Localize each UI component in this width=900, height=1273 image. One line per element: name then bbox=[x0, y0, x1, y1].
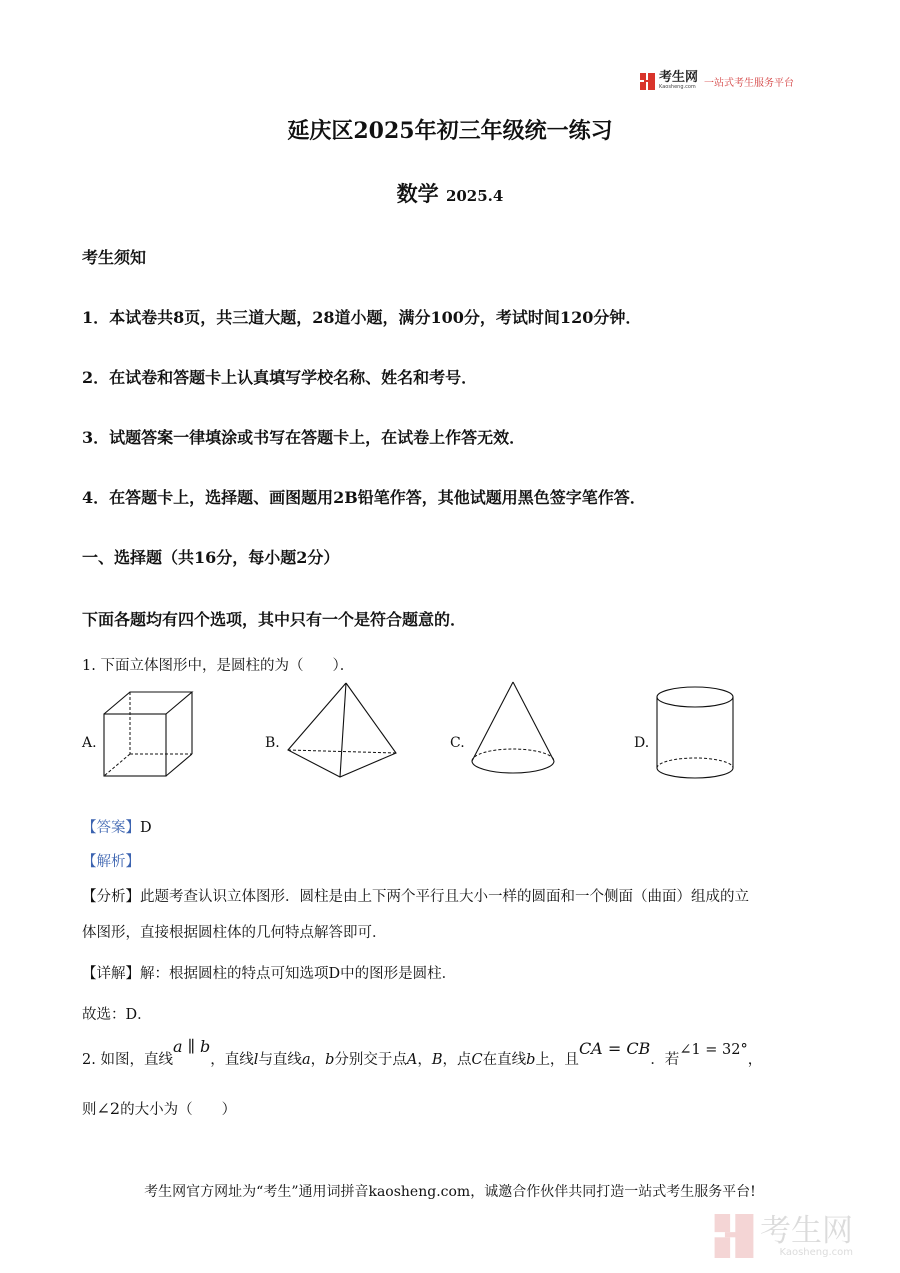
watermark-text bbox=[760, 1212, 853, 1258]
fenxi-label: 【分析】 bbox=[82, 889, 140, 905]
watermark-logo-icon bbox=[714, 1214, 754, 1258]
watermark bbox=[714, 1214, 853, 1258]
q1-fenxi-line1 bbox=[82, 885, 749, 906]
q2-text: 如图，直线 bbox=[100, 1052, 173, 1068]
exam-title: 延庆区2025年初三年级统一练习 bbox=[287, 118, 613, 144]
q2-var-b: b bbox=[325, 1052, 335, 1068]
q2-text: 在直线 bbox=[482, 1052, 527, 1068]
q2-stem-line2 bbox=[82, 1098, 236, 1119]
subject-date: 2025.4 bbox=[445, 187, 504, 205]
subject-name: 数学 bbox=[396, 181, 439, 206]
q2-number: 2. bbox=[82, 1052, 96, 1068]
section-instruction: 下面各题均有四个选项，其中只有一个是符合题意的． bbox=[82, 610, 467, 629]
q1-answer bbox=[82, 816, 152, 837]
q2-var-a: a bbox=[301, 1052, 311, 1068]
section-heading: 一、选择题（共16分，每小题2分） bbox=[82, 548, 340, 567]
q2-angle1-expr: ∠1 = 32° bbox=[679, 1042, 748, 1058]
q2-text: ， bbox=[310, 1052, 326, 1068]
q2-point-a: A bbox=[406, 1052, 418, 1068]
exam-subject bbox=[0, 178, 900, 208]
q1-detail bbox=[82, 962, 456, 983]
q2-var-l: l bbox=[253, 1052, 259, 1068]
cone-figure bbox=[468, 678, 558, 782]
detail-option: D bbox=[328, 966, 341, 982]
q2-text: ．若 bbox=[650, 1052, 680, 1068]
pyramid-figure bbox=[284, 680, 400, 780]
q2-text: 与直线 bbox=[258, 1052, 302, 1068]
cube-figure bbox=[100, 690, 196, 780]
q2-text: ，点 bbox=[442, 1052, 472, 1068]
q1-fenxi-line2: 体图形，直接根据圆柱体的几何特点解答即可． bbox=[82, 925, 387, 941]
q2-stem-line1 bbox=[82, 1037, 763, 1069]
answer-label: 【答案】 bbox=[82, 820, 140, 836]
analysis-label: 【解析】 bbox=[82, 854, 140, 870]
q2-text: 分别交于点 bbox=[334, 1052, 407, 1068]
fenxi-text: 此题考查认识立体图形．圆柱是由上下两个平行且大小一样的圆面和一个侧面（曲面）组成的立 bbox=[140, 889, 749, 905]
header-logo bbox=[640, 72, 794, 90]
q2-text: ， bbox=[417, 1052, 432, 1068]
cylinder-figure bbox=[652, 684, 738, 782]
option-b-label: B. bbox=[265, 735, 280, 751]
watermark-url: Kaosheng.com bbox=[779, 1246, 853, 1258]
q2-parallel-expr: a ∥ b bbox=[172, 1037, 211, 1056]
detail-label: 【详解】 bbox=[82, 966, 140, 982]
q2-text: 的大小为（ ） bbox=[120, 1102, 237, 1118]
notice-item: 2．在试卷和答题卡上认真填写学校名称、姓名和考号． bbox=[82, 368, 478, 387]
option-d-label: D. bbox=[634, 735, 650, 751]
q2-var-b2: b bbox=[526, 1052, 536, 1068]
watermark-brand: 考生网 bbox=[760, 1212, 853, 1249]
q2-text: 则 bbox=[82, 1102, 97, 1118]
logo-slogan: 一站式考生服务平台 bbox=[704, 77, 795, 89]
notice-heading: 考生须知 bbox=[82, 248, 147, 267]
q2-text: ，直线 bbox=[210, 1052, 254, 1068]
q1-stem: 1. 下面立体图形中，是圆柱的为（ ）． bbox=[82, 658, 355, 674]
detail-text: 解：根据圆柱的特点可知选项 bbox=[140, 966, 329, 982]
logo-text bbox=[659, 72, 698, 90]
q1-conclusion: 故选：D． bbox=[82, 1007, 152, 1023]
footer-text: 考生网官方网址为“考生”通用词拼音kaosheng.com，诚邀合作伙伴共同打造一站式考生服务平台! bbox=[144, 1184, 756, 1200]
kaosheng-logo-icon bbox=[640, 73, 655, 90]
option-a-label: A. bbox=[82, 735, 97, 751]
option-c-label: C. bbox=[450, 735, 465, 751]
q2-ca-cb-expr: CA = CB bbox=[578, 1039, 651, 1058]
notice-item: 3．试题答案一律填涂或书写在答题卡上，在试卷上作答无效． bbox=[82, 428, 526, 447]
q2-text: ， bbox=[747, 1052, 763, 1068]
q2-angle2-expr: ∠2 bbox=[96, 1099, 121, 1118]
answer-value: D bbox=[140, 820, 152, 836]
q2-text: 上，且 bbox=[535, 1052, 579, 1068]
q2-point-c: C bbox=[471, 1052, 483, 1068]
notice-item: 4．在答题卡上，选择题、画图题用2B铅笔作答，其他试题用黑色签字笔作答． bbox=[82, 488, 646, 507]
q2-point-b: B bbox=[431, 1052, 443, 1068]
detail-text-end: 中的图形是圆柱． bbox=[340, 966, 457, 982]
notice-item: 1．本试卷共8页，共三道大题，28道小题，满分100分，考试时间120分钟． bbox=[82, 308, 642, 327]
logo-url: Kaosheng.com bbox=[659, 84, 696, 90]
logo-brand: 考生网 bbox=[659, 70, 699, 85]
